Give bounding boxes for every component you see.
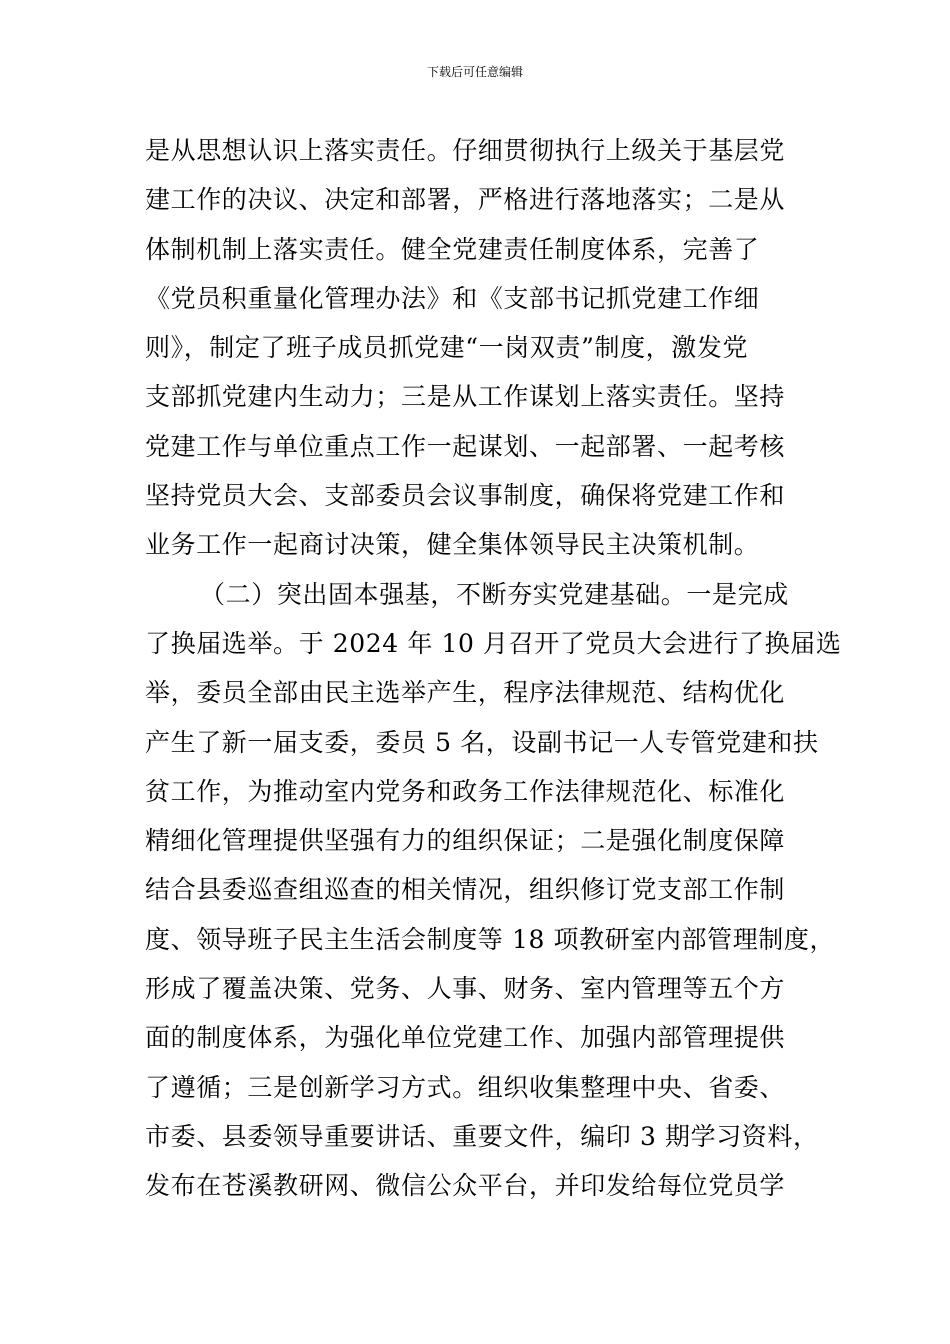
text-line: 则》，制定了班子成员抓党建“一岗双责”制度，激发党 xyxy=(145,333,749,363)
text-line: 了遵循；三是创新学习方式。组织收集整理中央、省委、 xyxy=(145,1072,786,1102)
text-line: 度、领导班子民主生活会制度等 18 项教研室内部管理制度， xyxy=(145,924,836,954)
text-line: 建工作的决议、决定和部署，严格进行落地落实；二是从 xyxy=(145,185,786,215)
text-line: 举，委员全部由民主选举产生，程序法律规范、结构优化 xyxy=(145,678,786,708)
text-line: 体制机制上落实责任。健全党建责任制度体系，完善了 xyxy=(145,234,760,264)
text-line: 《党员积重量化管理办法》和《支部书记抓党建工作细 xyxy=(145,283,760,313)
text-line: 支部抓党建内生动力；三是从工作谋划上落实责任。坚持 xyxy=(145,382,786,412)
text-line: 了换届选举。于 2024 年 10 月召开了党员大会进行了换届选 xyxy=(145,628,842,658)
text-line: 形成了覆盖决策、党务、人事、财务、室内管理等五个方 xyxy=(145,974,786,1004)
text-line: 是从思想认识上落实责任。仔细贯彻执行上级关于基层党 xyxy=(145,136,786,165)
text-line: 发布在苍溪教研网、微信公众平台，并印发给每位党员学 xyxy=(145,1171,786,1201)
text-line: 市委、县委领导重要讲话、重要文件，编印 3 期学习资料， xyxy=(145,1121,819,1151)
page-header-note: 下载后可任意编辑 xyxy=(426,65,523,79)
text-line: 产生了新一届支委，委员 5 名，设副书记一人专管党建和扶 xyxy=(145,727,819,757)
document-body xyxy=(145,126,842,1211)
text-line: 精细化管理提供坚强有力的组织保证；二是强化制度保障 xyxy=(145,826,786,856)
text-line: 结合县委巡查组巡查的相关情况，组织修订党支部工作制 xyxy=(145,875,786,905)
text-line: 坚持党员大会、支部委员会议事制度，确保将党建工作和 xyxy=(145,481,786,511)
text-line: 业务工作一起商讨决策，健全集体领导民主决策机制。 xyxy=(145,530,760,560)
text-line: 面的制度体系，为强化单位党建工作、加强内部管理提供 xyxy=(145,1023,786,1053)
section-heading-line: （二）突出固本强基，不断夯实党建基础。一是完成 xyxy=(200,579,789,609)
text-line: 贫工作，为推动室内党务和政务工作法律规范化、标准化 xyxy=(145,776,786,806)
text-line: 党建工作与单位重点工作一起谋划、一起部署、一起考核 xyxy=(145,431,786,461)
